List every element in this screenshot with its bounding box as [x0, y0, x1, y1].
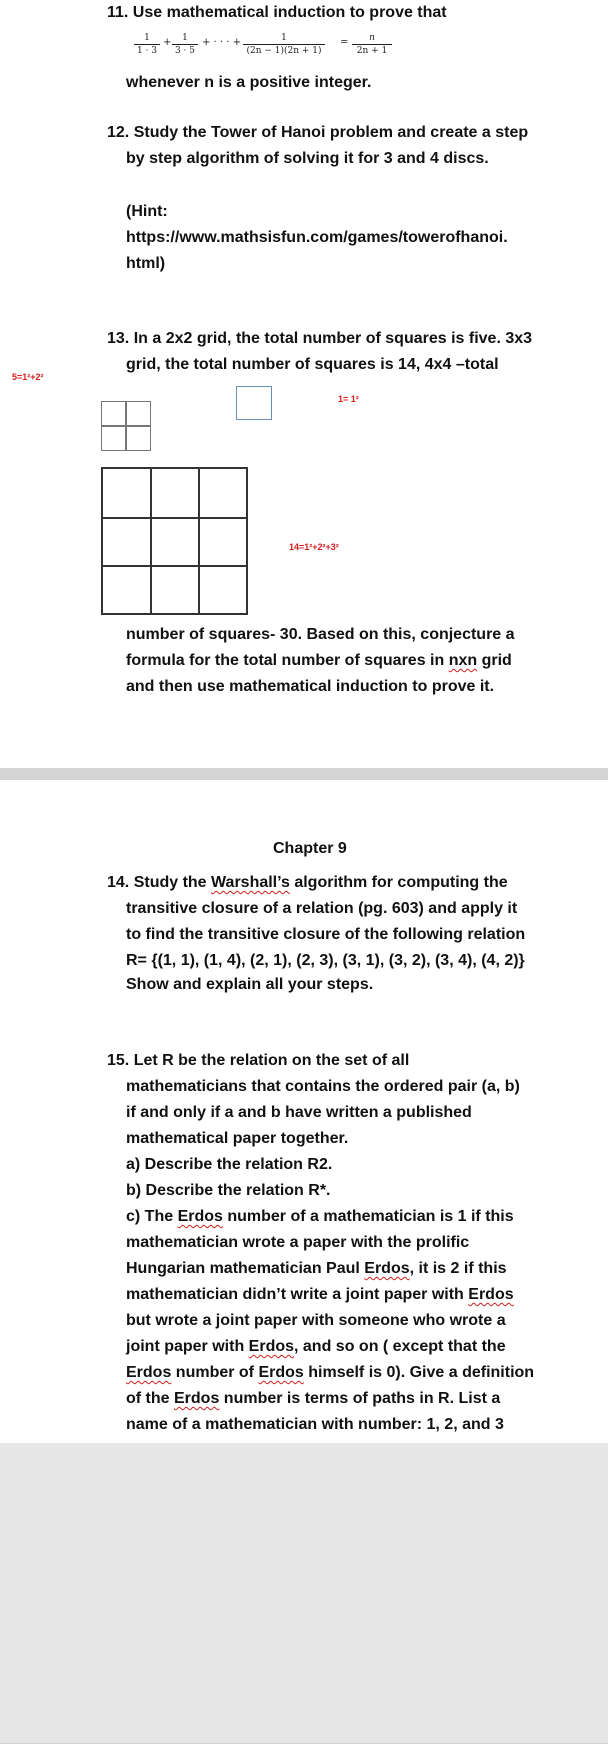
formula-term-1: $\frac{1}{1 \cdot 3}$ [134, 32, 160, 57]
problem-15-line-13: Erdos number of Erdos himself is 0). Give a definition [126, 1364, 535, 1381]
problem-15-line-8: mathematician wrote a paper with the prolific [126, 1234, 470, 1251]
formula-plus-1: + [163, 37, 172, 48]
problem-15-part-a: a) Describe the relation R2. [126, 1156, 333, 1173]
problem-14-line-5: Show and explain all your steps. [126, 976, 374, 993]
formula-rhs: $\frac{n}{2n + 1}$ [352, 32, 392, 57]
problem-15-line-12: joint paper with Erdos, and so on ( except that the [126, 1338, 506, 1355]
formula-term-2: $\frac{1}{3 \cdot 5}$ [172, 32, 198, 57]
problem-14-line-2: transitive closure of a relation (pg. 603) and apply it [126, 900, 518, 917]
problem-15-line-4: mathematical paper together. [126, 1130, 349, 1147]
problem-15-line-3: if and only if a and b have written a published [126, 1104, 472, 1121]
hanoi-hint-url-end: html) [126, 255, 166, 272]
hanoi-hint-url: https://www.mathsisfun.com/games/towerofhanoi. [126, 229, 508, 246]
grid-2x2 [101, 401, 151, 451]
problem-13-line-2: grid, the total number of squares is 14, 4x4 –total [126, 356, 499, 373]
relation-set: R= {(1, 1), (1, 4), (2, 1), (2, 3), (3, 1), (3, 2), (3, 4), (4, 2)} [126, 952, 525, 969]
problem-15-line-2: mathematicians that contains the ordered pair (a, b) [126, 1078, 520, 1095]
problem-15-part-c: c) The Erdos number of a mathematician is 1 if this [126, 1208, 514, 1225]
problem-14-line-3: to find the transitive closure of the following relation [126, 926, 526, 943]
problem-13-line-1: 13. In a 2x2 grid, the total number of squares is five. 3x3 [107, 330, 533, 347]
problem-15-line-9: Hungarian mathematician Paul Erdos, it is 2 if this [126, 1260, 507, 1277]
induction-formula [0, 0, 608, 80]
document-page-1 [0, 0, 608, 768]
problem-15-line-1: 15. Let R be the relation on the set of all [107, 1052, 410, 1069]
problem-14-line-1: 14. Study the Warshall’s algorithm for computing the [107, 874, 508, 891]
problem-15-line-15: name of a mathematician with number: 1, 2, and 3 [126, 1416, 504, 1433]
problem-13-line-3: number of squares- 30. Based on this, conjecture a [126, 626, 515, 643]
problem-13-line-5: and then use mathematical induction to prove it. [126, 678, 495, 695]
chapter-heading: Chapter 9 [273, 840, 347, 857]
problem-13-line-4: formula for the total number of squares in nxn grid [126, 652, 512, 669]
formula-equals: = [340, 37, 349, 48]
problem-15-line-10: mathematician didn’t write a joint paper with Erdos [126, 1286, 514, 1303]
problem-12-line-2: by step algorithm of solving it for 3 and 4 discs. [126, 150, 489, 167]
problem-11-tail: whenever n is a positive integer. [126, 74, 372, 91]
problem-12-hint-label: (Hint: [126, 203, 168, 220]
grid-3x3 [101, 467, 248, 615]
document-page-2 [0, 780, 608, 1443]
problem-11-title: 11. Use mathematical induction to prove that [107, 4, 447, 21]
problem-15-part-b: b) Describe the relation R*. [126, 1182, 331, 1199]
problem-15-line-11: but wrote a joint paper with someone who wrote a [126, 1312, 506, 1329]
problem-15-line-14: of the Erdos number is terms of paths in R. List a [126, 1390, 501, 1407]
problem-12-line-1: 12. Study the Tower of Hanoi problem and create a step [107, 124, 529, 141]
note-one-square: 1= 1² [338, 394, 359, 404]
margin-note-five: 5=1²+2² [12, 372, 44, 382]
page-separator [0, 768, 608, 780]
formula-ellipsis: + · · · + [202, 37, 242, 48]
grid-1x1 [236, 386, 272, 420]
note-fourteen-squares: 14=1²+2²+3² [289, 542, 339, 552]
formula-term-n: $\frac{1}{(2n - 1)(2n + 1)}$ [243, 32, 325, 57]
